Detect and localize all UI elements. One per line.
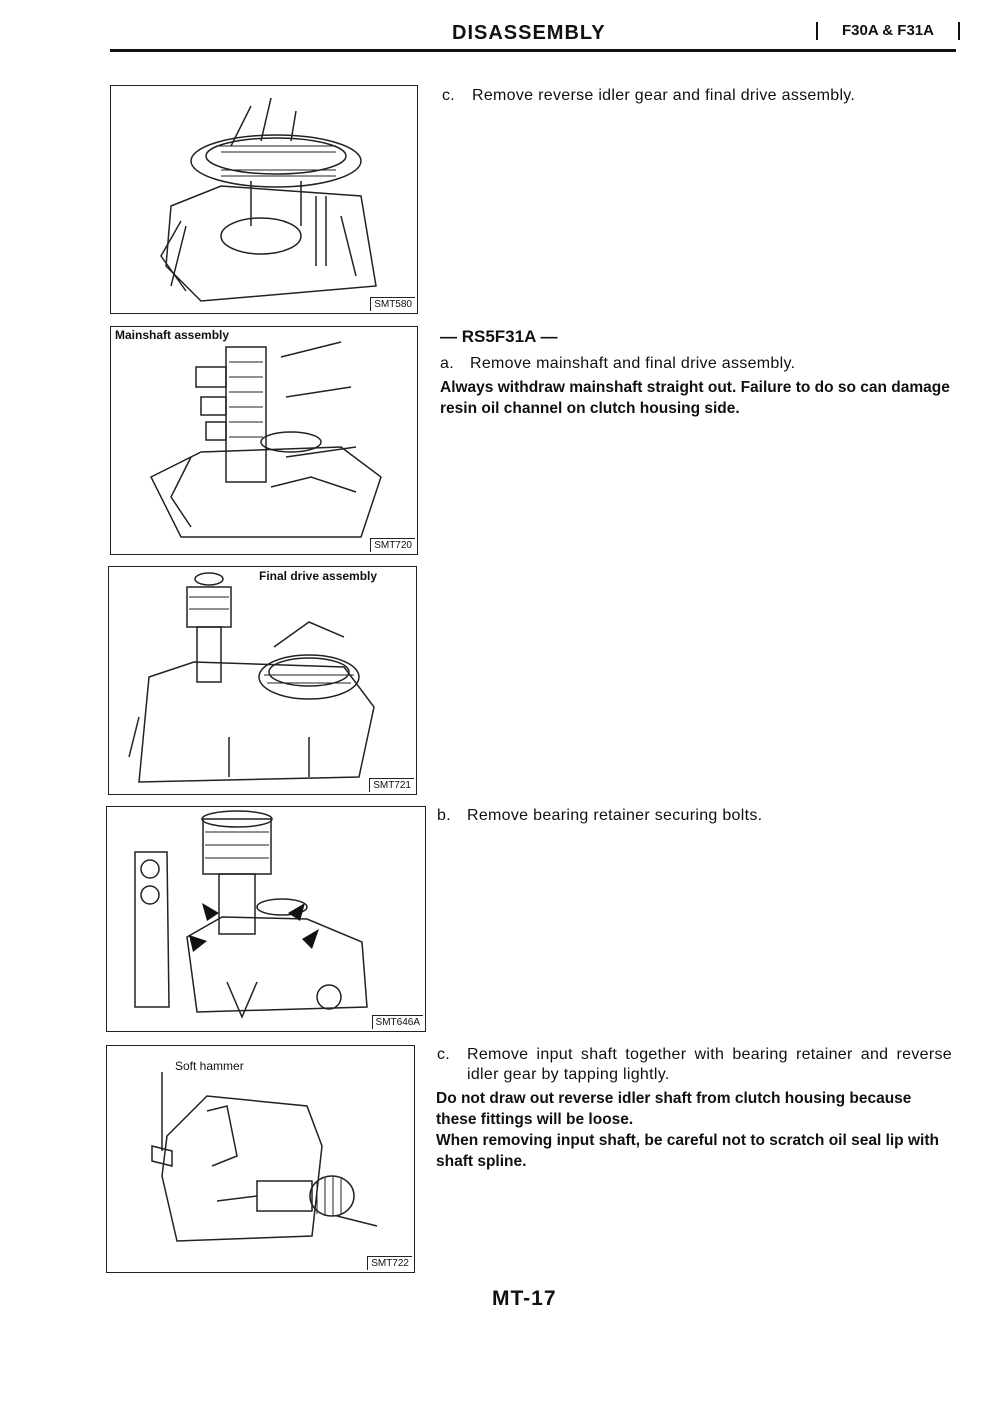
- figure-code: SMT721: [369, 778, 414, 792]
- figure-final-drive-assembly: [108, 566, 417, 795]
- step-marker: a.: [440, 355, 454, 372]
- step-text: Remove input shaft together with bearing retainer and reverse idler gear by tapping lightly.: [467, 1046, 952, 1083]
- illustration-final-drive-removal: [111, 86, 417, 313]
- illustration-input-shaft-removal: [107, 1046, 414, 1272]
- step-marker: b.: [437, 807, 451, 824]
- illustration-final-drive-assembly: [109, 567, 416, 794]
- step-remove-retainer-bolts: [437, 806, 952, 826]
- header-divider: [110, 49, 956, 52]
- figure-mainshaft-assembly: [110, 326, 418, 555]
- callout-soft-hammer: Soft hammer: [175, 1059, 244, 1073]
- step-text: Remove reverse idler gear and final drive assembly.: [472, 87, 856, 104]
- figure-code: SMT646A: [372, 1015, 423, 1029]
- illustration-bearing-retainer-bolts: [107, 807, 425, 1031]
- figure-bearing-retainer-bolts: [106, 806, 426, 1032]
- figure-input-shaft-removal: [106, 1045, 415, 1273]
- model-tag: F30A & F31A: [816, 22, 960, 40]
- step-remove-mainshaft: [440, 354, 950, 374]
- step-remove-input-shaft: [437, 1045, 952, 1085]
- figure-code: SMT720: [370, 538, 415, 552]
- caution-note-mainshaft: Always withdraw mainshaft straight out. Failure to do so can damage resin oil channel on clutch housing side.: [440, 379, 950, 417]
- section-heading-rs5f31a: — RS5F31A —: [440, 327, 558, 346]
- section-title: DISASSEMBLY: [452, 22, 606, 44]
- step-marker: c.: [437, 1046, 451, 1063]
- step-text: Remove bearing retainer securing bolts.: [467, 807, 763, 824]
- callout-final-drive-assembly: Final drive assembly: [259, 569, 378, 583]
- illustration-mainshaft-assembly: [111, 327, 417, 554]
- figure-code: SMT580: [370, 297, 415, 311]
- figure-code: SMT722: [367, 1256, 412, 1270]
- arrow-markers: [189, 903, 319, 952]
- step-remove-reverse-idler: [442, 86, 952, 106]
- step-marker: c.: [442, 87, 456, 104]
- callout-mainshaft-assembly: Mainshaft assembly: [115, 328, 230, 342]
- caution-note-oil-seal: When removing input shaft, be careful not to scratch oil seal lip with shaft spline.: [436, 1132, 939, 1170]
- caution-note-idler-shaft: Do not draw out reverse idler shaft from clutch housing because these fittings will be loose.: [436, 1090, 912, 1128]
- page-number: MT-17: [492, 1287, 557, 1310]
- step-text: Remove mainshaft and final drive assembly.: [470, 355, 796, 372]
- figure-final-drive-removal: [110, 85, 418, 314]
